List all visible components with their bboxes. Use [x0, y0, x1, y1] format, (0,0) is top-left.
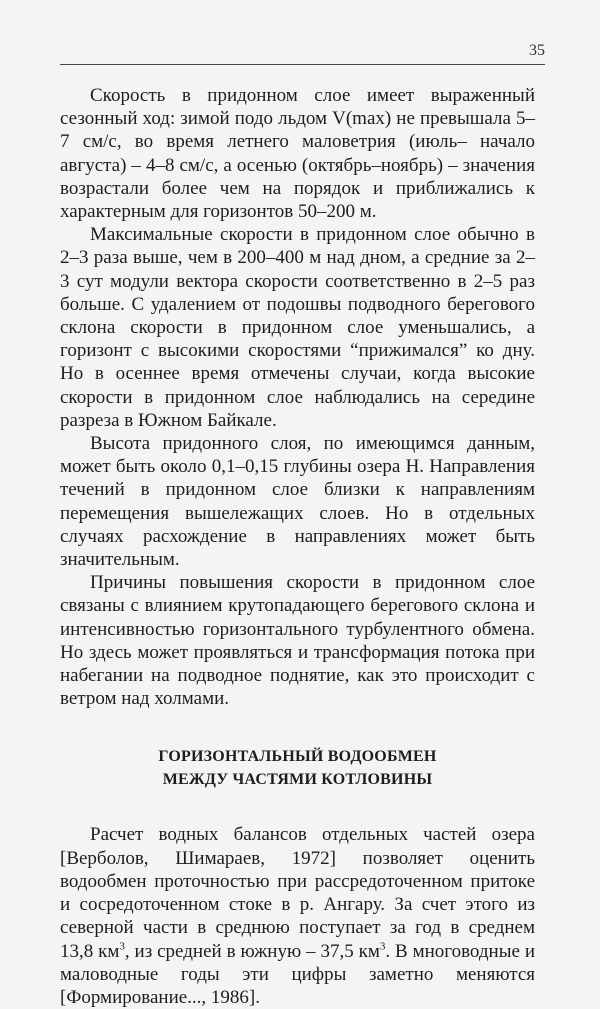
paragraph-4	[60, 571, 535, 710]
paragraph-4-text: Причины повышения скорости в придонном слое связаны с влиянием крутопадающего берегового склона и интенсивностью горизонтального турбулентного обмена. Но здесь может проявляться и трансформация потока при набегании на подводное поднятие, как это происходит с ветром над холмами.	[60, 572, 535, 710]
superscript-cubic-1: 3	[119, 940, 125, 953]
superscript-cubic-2: 3	[379, 940, 386, 953]
section-heading-line-2: МЕЖДУ ЧАСТЯМИ КОТЛОВИНЫ	[162, 771, 433, 789]
section-paragraph	[60, 823, 535, 1009]
paragraph-3-text: Высота придонного слоя, по имеющимся данным, может быть около 0,1–0,15 глубины озера H. Направления течений в придонном слое близки к направлениям перемещения вышележащих слоев. Но в отдельных случаях расхождение в направлениях может быть значительным.	[60, 433, 535, 571]
paragraph-3	[60, 432, 535, 571]
section-heading-line-1: ГОРИЗОНТАЛЬНЫЙ ВОДООБМЕН	[158, 748, 437, 766]
section-heading	[60, 745, 535, 791]
section-paragraph-text-3: . В многоводные и маловодные годы эти цифры заметно меняются [Формирование..., 1986].	[60, 940, 535, 1008]
header-rule	[60, 64, 545, 65]
page-number: 35	[529, 42, 545, 59]
body-text	[60, 84, 535, 1009]
paragraph-2	[60, 223, 535, 432]
paragraph-1-text: Скорость в придонном слое имеет выраженный сезонный ход: зимой подо льдом V(max) не превышала 5–7 см/с, во время летнего маловетрия (июль– начало августа) – 4–8 см/с, а осенью (октябрь–ноябрь) – значения возрастали более чем на порядок и приближались к характерным для горизонтов 50–200 м.	[60, 85, 535, 223]
section-paragraph-text-1: Расчет водных балансов отдельных частей озера [Верболов, Шимараев, 1972] позволяет оценить водообмен проточностью при рассредоточенном притоке и сосредоточенном стоке в р. Ангару. За счет этого из северной части в среднюю поступает за год в среднем 13,8 км	[60, 824, 535, 962]
paragraph-1	[60, 84, 535, 223]
section-paragraph-text-2: , из средней в южную – 37,5 км	[124, 940, 380, 962]
paragraph-2-text: Максимальные скорости в придонном слое обычно в 2–3 раза выше, чем в 200–400 м над дном, а средние за 2–3 сут модули вектора скорости соответственно в 2–5 раз больше. С удалением от подошвы подводного берегового склона скорости в придонном слое уменьшались, а горизонт с высокими скоростями “прижимался” ко дну. Но в осеннее время отмечены случаи, когда высокие скорости в придонном слое наблюдались на середине разреза в Южном Байкале.	[60, 224, 535, 431]
